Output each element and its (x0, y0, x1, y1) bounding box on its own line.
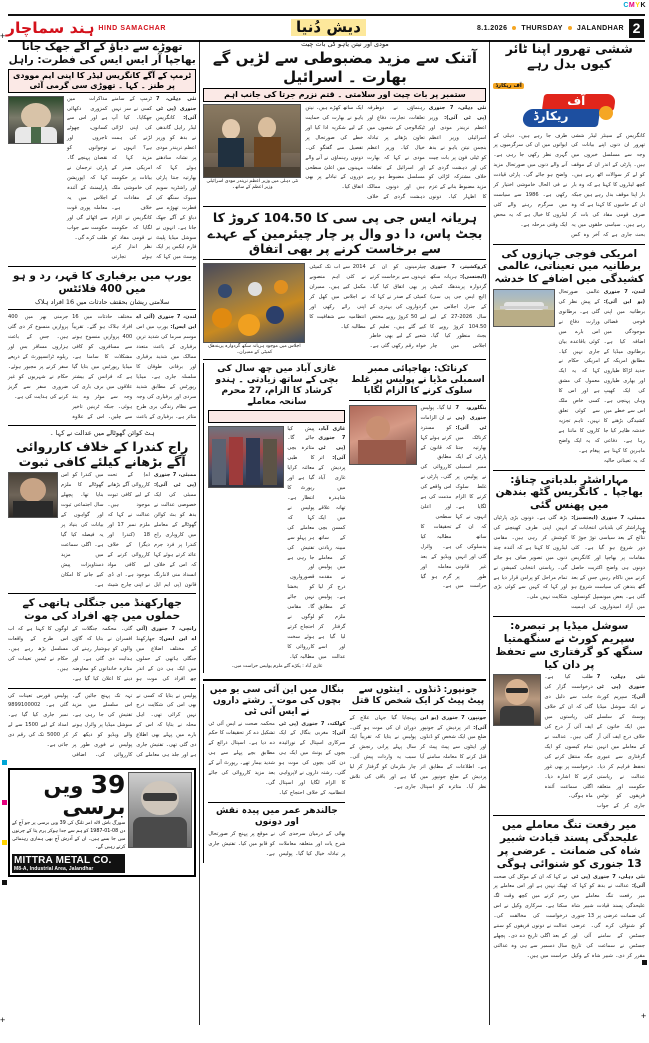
article-jaunpur-murder[interactable] (349, 684, 486, 863)
violence-photo (349, 405, 417, 465)
article-body: نئی دہلی، 7 جنوری (پی ٹی آئی): عدالت نے بدھ کو کہا کہ میر رفعت تنگ معاملے میں علیحدگی پسند قیادت شبیر شاہ کی ضمانت عرضی پر 13 جنوری کو شنوائی کرے گی۔ عرضی جسٹس کے سامنے آئی اور جسٹس نے سماعت کی تاریخ مقرر کر دی۔ شبیر شاہ کے وکیل نے کہا کہ ان کے موکل کی صحت ٹھیک نہیں ہے اور اس معاملے پر رحم کرنے میں کچھ وقت لگ سکتا ہے۔ سرکاری وکیل نے اس درخواست کی مخالفت کی۔ عدالت نے دونوں فریقوں کو سننے کے بعد اگلی تاریخ دے دی۔ پچھلے سال دسمبر سے ہی وہ عدالتی حراست میں ہیں۔ (493, 873, 646, 959)
article-headline: ششی تھرور اپنا ٹائر کیوں بدل رہے (505, 41, 633, 72)
photo-caption: اجلاس میں موجود ہریانہ سکھ گردوارہ پربندھک کمیٹی کے ممبران۔ (208, 344, 301, 355)
article-headline: سوشل میڈیا پر تبصرہ: سپریم کورٹ نے سنگھمتیا سنگھ کو گرفتاری سے تحفظ پر دان کیا (495, 620, 643, 671)
article-kicker: مودی اور نیتن یاہو کی بات چیت (301, 40, 389, 48)
article-body: جونپور، 7 جنوری (یو این آئی): اتر پردیش کے جونپور ضلع میں ایک شخص کو ڈنڈوں اور اینٹوں سے پیٹ پیٹ کر قتل کرنے کا معاملہ سامنے آیا ہے۔ اطلاعات کے مطابق اتر پردیش کے ضلع جونپور میں نظر آیا۔ متاثرہ کو اسپتال پہنچایا گیا جہاں علاج کے دوران ان کی موت ہو گئی۔ پولیس نے بتایا کہ تقریباً ایک سال پہلے پرانی رنجش کے سبب یہ واردات پیش آئی۔ چار ملزمان کو گرفتار کر لیا گیا ہے اور باقی کی تلاش جاری ہے۔ (349, 714, 487, 791)
crop-mark-top-left: + (0, 31, 6, 41)
article-headline: یورپ میں برفباری کا قہر، رد و ہو میں 400 فلائٹس (12, 270, 192, 296)
article-headline: جھارکھنڈ میں جنگلی ہاتھی کے حملوں میں چھ افراد کی موت (22, 597, 182, 623)
raj-kundra-photo (8, 472, 58, 518)
ad-anniversary-word: ویں برسی (43, 774, 126, 820)
article-raj-kundra-court[interactable] (8, 429, 196, 594)
article-row-two-up-2 (203, 684, 486, 866)
article-body: ممبئی، 7 جنوری (ایجنسیز): مہاراشٹر کی بلدیاتی انتخابات کے نتائج کے بعد سیاسی توڑ جوڑ کا دور شروع ہو گیا ہے۔ کئی مقامات پر بھاجپا اور کانگریس دونوں ہی واضح اکثریت حاصل کرنے میں ناکام رہیں جس کے بعد گٹھ بندھن کی سیاست شروع ہو گئی ہے۔ بعض میونسپل کونسلوں میں آزاد امیدواروں کی اہمیت بڑھ گئی ہے۔ دونوں بڑی پارٹیاں انہیں اپنی طرف کھینچنے کی کوشش کر رہی ہیں۔ مقامی لیڈروں کا کہنا ہے کہ آئندہ چند دنوں میں تصویر صاف ہو جائے گی۔ ریاستی انتخابی کمیشن نے تمام مراحل کو پرامن قرار دیا ہے اور کہا کہ کہیں سے کوئی بڑی شکایت نہیں ملی۔ (493, 515, 645, 611)
separator-dot-icon (512, 26, 516, 30)
article-body: نئی دہلی، 7 جنوری (پی ٹی آئی): سپریم کورٹ نے ایک سوشل میڈیا پوسٹ کے سلسلے میں ایک خاتون کے خلاف درج ایف آئی آر کے معاملے میں انہیں گرفتاری سے عبوری تحفظ فراہم کر دیا۔ عدالت نے ریاستی حکومت اور متعلقہ فریقوں کو نوٹس جاری کر کے جواب طلب کیا ہے۔ درخواست گزار کی جانب سے دلیل دی گئی کہ ان کے خلاف کئی ریاستوں میں ایف آئی آر درج کی گئی ہیں۔ عدالت نے تمام کیسوں کو ایک جگہ منتقل کرنے کی درخواست پر بھی غور کرنے کا اشارہ دیا۔ اگلی سماعت آئندہ ماہ ہوگی۔ (544, 674, 646, 810)
article-subhead: سلامتی ریشان بحقتف حادثات میں 16 افراد ہلاک (35, 297, 170, 306)
modi-netanyahu-photo (203, 104, 301, 178)
logo-urdu-text: ہند سماچار (5, 19, 95, 37)
article-body: لندن، 7 جنوری (یو این آئی): برطانیہ میں اپنی فوجی فضائی موجودگی میں اضافہ کیا ہے۔ برطانوی میڈیا کے مطابق امریکہ کے جدید لڑاکا طیاروں اور بھاری طیاروں کی ایک کھیپ وہاں پہنچی ہے۔ اس سے خطے میں کشیدگی بڑھنے کا خدشہ ظاہر کیا جا رہا ہے۔ دفاعی ماہرین کا کہنا ہے کہ یہ تعیناتی حالیہ عالمی صورتحال کے پیش نظر کی گئی ہے۔ برطانوی وزارت دفاع نے اس بارے میں کوئی باقاعدہ بیان جاری نہیں کیا۔ امریکی حکام نے کہا کہ یہ ایک معمول کی مشق ہے اور اس کا کسی خاص ملک سے کوئی تعلق نہیں۔ تاہم تجزیہ کاروں کا ماننا ہے کہ یہ ایک واضح پیغام ہے۔ (558, 289, 645, 464)
off-record-logo-line2: ریکارڈ (533, 108, 569, 123)
military-jet-photo (493, 289, 555, 327)
article-headline: میر رفعت تنگ معاملے میں علیحدگی پسند قیادت شبیر شاہ کی ضمانت ۔ عرضی پر 13 جنوری کو شنوائی ہوگی (496, 819, 642, 870)
page-number: 2 (629, 19, 644, 38)
article-us-jets-britain[interactable] (493, 248, 645, 471)
ad-company-name: MITTRA METAL CO. (14, 854, 112, 866)
logo-english-text: HIND SAMACHAR (98, 24, 167, 32)
article-ghaziabad-chaudhary-case[interactable] (203, 363, 345, 673)
article-mir-rafat-nang-bail[interactable] (493, 819, 645, 964)
column-left (8, 40, 196, 1025)
article-headline: تھوڑے سے دباؤ کے آگے جھک جانا بھاجپا آر ایس ایس کی فطرت: راہل (8, 41, 196, 66)
page-columns (8, 40, 645, 1025)
article-headline: کرناٹک: بھاجپائی ممبر اسمبلی مڈیا نے پولیس پر غلط سلوک کرنے کا الزام لگایا (351, 363, 485, 396)
article-headline: امریکی فوجی جہازوں کی برطانیہ میں تعیناتی، عالمی کشیدگی میں اضافے کا خدشہ (494, 247, 645, 286)
article-subhead: ٹرمپ کے آگے کانگریس لیڈر کا اپنی ایم موودی پر طنز ۔ کہا ۔ تھوڑی سی گرمی آئی (8, 69, 196, 93)
ad-anniversary-number: 39 (90, 770, 126, 800)
color-bar-magenta (2, 800, 7, 805)
article-jharkhand-elephant[interactable] (8, 597, 196, 688)
ad-anniversary-line (12, 772, 125, 818)
color-bar-yellow (2, 840, 7, 845)
article-modi-netanyahu-terror[interactable] (203, 40, 486, 207)
color-bar-cyan (2, 760, 7, 765)
crop-mark-bottom-left: + (0, 1015, 6, 1025)
crop-mark-right-top: + (641, 527, 647, 537)
article-body: بنگلورو، 7 جنوری (پی ٹی آئی): کرناٹک میں بھارتیہ جنتا پارٹی کے ایک ممبر اسمبلی نے پولیس پر غلط سلوک کرنے کا الزام لگایا ہے۔ انہوں نے کہا کہ ان کے ساتھ بدسلوکی کی گئی اور انہیں غیر قانونی طور پر حراست میں لیا گیا۔ پولیس نے ان الزامات کو مسترد کرتے ہوئے کہا کہ قانون کے مطابق کارروائی کی گئی۔ پارٹی نے اس واقعے کی مذمت کی ہے اور اعلیٰ سطحی تحقیقات کا مطالبہ کیا ہے۔ وائرل ویڈیو کے بعد معاملہ اور گرم ہو گیا ہے۔ (420, 404, 487, 590)
article-shashi-tharoor-offrecord[interactable] (493, 41, 645, 245)
ad-body-text: سورگ باش لالہ امر تلنگ کی 39 ویں برسی پر جو آج کے دن 08-01-1987 کو ہم سے جدا ہوکر پرم پتا کے چرنوں میں جا بسے ہیں۔ ان کے آدرش آج بھی ہماری رہنمائی کرتے رہیں گے۔ (12, 821, 126, 850)
article-headline: بنگال میں این آئی سی یو میں بچوں کی موت ۔ رشتے داروں نے ایس آئی ٹی (209, 684, 344, 717)
article-body: لندن، 7 جنوری (آئی اے این ایس): یورپ میں اس موسم سرما کی شدید ترین برفباری کے باعث متعدد ممالک میں شدید برفباری اور برفانی طوفان کا سلسلہ جاری ہے۔ میڈیا رپورٹس کے مطابق شدید سردی اور برفباری کی وجہ سے نظام زندگی بری طرح متاثر ہے۔ برفباری کے باعث مختلف حادثات میں 16 افراد ہلاک ہو گئے۔ تقریباً 400 پروازیں منسوخ ہونے سے مسافروں کو کافی مشکلات کا سامنا ہے۔ میڈیا رپورٹس میں بتایا گیا ہے کہ فرانس کے بیشتر علاقوں میں برف باری کی وجہ سے موٹر وے بند ہوئی۔ جبکہ ٹرینیں تاخیر سے چلیں۔ اس کے علاوہ جرمنی بھر میں 400 پروازیں منسوخ کر دی گئی ہیں۔ جس کے باعث ہزاروں مسافر بس اور ریلوے ٹرانسپورٹ کے ذریعے سفر کرنے پر مجبور ہوئے۔ حکام نے شہریوں کو غیر ضروری سفر سے گریز کرنے کی ہدایت کی ہے۔ (8, 314, 197, 420)
article-maharashtra-body-elections[interactable] (493, 474, 645, 618)
article-body: کانگریس کے سینئر لیڈر ششی تھرور ان دنوں اپنے بیانات کی وجہ سے مسلسل خبروں میں ہیں۔ پارٹی کے اندر ان کے موقف کو لے کر سوالات اٹھ رہے ہیں۔ کچھ لیڈروں کا کہنا ہے کہ وہ بار بار اپنا موقف بدل رہے ہیں جبکہ ان کے حامیوں کا کہنا ہے کہ وہ صرف قومی مفاد کی بات کر رہے ہیں۔ سیاسی حلقوں میں یہ بحث جاری ہے کہ آخر وہ کس طرف جا رہے ہیں۔ دہلی کے ایوانوں میں ان کی سرگرمیوں پر گہری نظر رکھی جا رہی ہے۔ آنے والے دنوں میں صورتحال مزید واضح ہو جائے گی۔ پارٹی قیادت نے فی الحال خاموشی اختیار کر رکھی ہے۔ 1986 سے سیاست میں سرگرم رہنے والے کئی لیڈروں کا خیال ہے کہ یہ محض ایک وقتی مرحلہ ہے۔ (493, 132, 645, 238)
ad-text-block (12, 772, 125, 873)
sikh-meeting-photo (203, 263, 305, 343)
crop-mark-right-bottom: + (641, 1011, 647, 1021)
off-record-logo (521, 94, 617, 130)
color-bar-black (2, 880, 7, 885)
article-body: پولیس نے بتایا کہ کسی نے بھی اس کی شکایت درج نہیں کرائی تھی۔ اہل محلہ نے بتایا کہ اس کے بارے میں پہلے بھی اطلاع دی گئی تھی۔ تفتیش جاری ہے اور جلد ہی معاملے کی تہہ تک پہنچ جائیں گے۔ اس سلسلے میں مزید تفتیش کی جا رہی ہے۔ سوشل میڈیا پر وائرل ہونے والے ویڈیو کو دیکھ کر پولیس نے فوری طور پر کارروائی کی۔ اضافی پولیس فورس تعینات کی گئی ہے۔ 9899100002 نمبر جاری کیا گیا ہے۔ امداد کے لیے 1500 سے لے کر 5000 تک کی رقم دی جاتی ہے۔ (8, 692, 197, 759)
off-record-circle-icon (599, 106, 613, 120)
issue-city: JALANDHAR (576, 24, 624, 32)
column-divider (489, 40, 490, 1025)
section-title: دیش دُنیا (291, 19, 366, 36)
masthead-meta (477, 16, 645, 40)
issue-date: 8.1.2026 (476, 24, 508, 32)
article-bengal-nicu-death[interactable] (203, 684, 345, 863)
column-right (493, 40, 645, 1025)
off-record-badge: آف ریکارڈ (495, 82, 522, 89)
advertisement-mittra-metal[interactable] (8, 768, 196, 877)
ad-portrait-photo (128, 772, 192, 848)
column-middle (203, 40, 486, 1025)
article-headline: آتنک سے مزید مضبوطی سے لڑیں گے بھارت ۔ اسرائیل (212, 49, 477, 86)
off-record-logo-line1: آف (567, 93, 586, 108)
article-subhead (208, 410, 345, 423)
article-supreme-court-social-media[interactable] (493, 620, 645, 816)
article-classified-bottom-left[interactable] (8, 692, 196, 764)
article-europe-snow-flights[interactable] (8, 270, 196, 426)
article-body: ممبئی، 7 جنوری (پی ٹی آئی): ممبئی کی ایک خصوصی عدالت نے بدھ کو بٹ کوائن گھوٹالے کے معاملے میں کاروباری راج کندرا پر فرد جرم عائد کرتے ہوئے کہا کہ اس کے خلاف انسداد منی لانڈرنگ قانون (پی ایم ایل اے) کے تحت کارروائی آگے بڑھانے کے لیے کافی ثبوت موجود ہیں۔ عدالت نے کہا کہ ملزم نمبر 17 اور 18 (کندرا اور دیگر) کے خلاف کارروائی کرنے کے لیے کافی مواد موجود ہے۔ ای ڈی نے اپنی چارج شیٹ میں کندرا کو اس گھوٹالے کا ملزم بنایا تھا۔ پچھلے سال اجتماعی ثبوت اور گواہوں کے بیانات کی بنیاد پر یہ فیصلہ کیا گیا ہے۔ اگلی سماعت میں مزید دستاویزات پیش کیے جانے کا امکان ہے۔ (61, 472, 197, 588)
article-body: نئی دہلی، 7 جنوری (پی ٹی آئی): کانگریس لیڈر راہل گاندھی نے بدھ کو وزیر اعظم نریندر مودی پر نشانہ سادھتے ہوئے کہا کہ بھارتیہ جنتا پارٹی اور راشٹریہ سویم سیوک سنگھ کی فطرت تھوڑے سے دباؤ کے آگے جھک جانا ہے۔ انہوں نے سوشل میڈیا پلیٹ فارم ایکس پر ایک پوسٹ میں کہا کہ ٹرمپ کے سامنے کسی نے سر نہیں جھکایا۔ کیا آپ کی اپنی لڑائی لڑنے کی ہمت ہے؟ انہوں نے مزید کہا کہ امریکی صدر کے بیانات پر حکومت کی خاموشی ملک کے مفادات کے خلاف ہے۔ کانگریس نے الزام لگایا کہ حکومت نے قومی مفاد کو نظر انداز کرتے ہوئے تجارتی مذاکرات میں کمزوری دکھائی ہے اور اس سے کسانوں، چھوٹے تاجروں اور نوجوانوں کو نقصان پہنچے گا۔ پارٹی ترجمان نے کہا کہ اپوزیشن پارلیمنٹ کے آئندہ اجلاس میں یہ معاملہ پوری قوت سے اٹھائے گی اور حکومت سے جواب طلب کرے گی۔ (67, 95, 197, 261)
article-row-two-up (203, 363, 486, 676)
ad-company-block (12, 854, 125, 873)
article-headline: جالندھر عمر میں پیدہ نقش اور دونوں (216, 805, 338, 827)
article-body: بھائی کے درمیان سرحدی کی شرح یات اور متعلقہ معاملات پر تبادلہ خیال کیا گیا۔ پولیس نے موقع پر پہنچ کر صورتحال کو قابو میں کیا۔ تفتیش جاری ہے۔ (208, 830, 346, 857)
rahul-gandhi-photo (8, 96, 64, 144)
column-divider (199, 40, 200, 1025)
separator-dot-icon (568, 26, 572, 30)
article-headline: مہاراشٹر بلدیاتی چناؤ: بھاجپا ۔ کانگریس گٹھ بندھن میں پھنس گئی (495, 473, 643, 512)
section-title-container (180, 19, 477, 37)
arrested-men-photo (208, 426, 284, 488)
article-body: غازی آباد، 7 جنوری (پی ٹی آئی): اتر پردیش کے غازی آباد میں شاہدرہ تھانہ علاقے میں ایک کمسن بچی کے ساتھ مبینہ زیادتی کے معاملے میں پولیس نے مقدمہ درج کر لیا ہے۔ پولیس کے مطابق ملزم کو گرفتار کر لیا گیا ہے اور اسے عدالت میں پیش کیا جائے گا۔ متاثرہ بچی کا طبی معائنہ کرایا گیا ہے اور رپورٹ کا انتظار ہے۔ پولیس نے کہا کہ معاملے کی ہر پہلو سے تفتیش کی جا رہی ہے اور قصورواروں کو بخشا نہیں جائے گا۔ مقامی لوگوں نے احتجاج کرتے ہوئے سخت کارروائی کا مطالبہ کیا۔ (287, 425, 346, 660)
article-headline: راج کندرا کے خلاف کارروائی آگے بڑھانے کیلئے کافی ثبوت (16, 438, 189, 470)
article-headline: غازی آباد میں چھ سال کی بچی کے ساتھ زیادتی ۔ ہندو کرشاد کا الزام، 27 محرم سانحہ معاملے (215, 363, 339, 407)
issue-day: THURSDAY (521, 24, 563, 32)
cmyk-registration-marks: CMYK (623, 2, 646, 9)
article-body: کروکشیتر، 7 جنوری (ایجنسی): ہریانہ سکھ گردوارہ پربندھک کمیٹی (ایچ ایس جی پی سی) کے جنرل اجلاس میں سال 2026-27 کے لیے 104.50 کروڑ روپے کا بجٹ منظور کیا گیا۔ اجلاس میں چار چیئرمینوں کو ان کے عہدوں سے برخاست کرنے پر بھی اتفاق کیا گیا۔ کمیٹی کے صدر نے کہا کہ گردواروں کی بہتری کے لیے 50 کروڑ روپے مختص کیے گئے ہیں۔ تعلیم کے شعبے کے لیے بھی خاطر خواہ رقم رکھی گئی ہے۔ 2014 سے اب تک کمیٹی نے کئی اہم منصوبے مکمل کیے ہیں۔ ممبران نے اجلاس میں کھل کر اپنی رائے رکھی اور انتظامیہ سے شفافیت کا مطالبہ کیا۔ (309, 264, 487, 350)
article-body: رانچی، 7 جنوری (آئی اے این ایس): جھارکھنڈ کے مختلف اضلاع میں جنگلی ہاتھی کے حملوں میں ایک ہی دن کے اندر چھ افراد کی موت ہو گئی۔ محکمہ جنگلات کے افسران نے بتایا کہ گاؤں والوں کو ہوشیار رہنے کی ہدایت دی گئی ہے۔ اور متاثرہ خاندانوں کو معاوضہ دینے کا اعلان کیا گیا ہے۔ لوگوں کا کہنا ہے کہ اب اس طرح کے واقعات مسلسل بڑھ رہے ہیں۔ حکام نے ٹیمیں تعینات کی ہیں۔ (8, 626, 197, 682)
photo-caption: نئی دہلی میں وزیر اعظم نریندر مودی اسرائیلی وزیر اعظم کے ساتھ۔ (206, 179, 299, 190)
article-body: کولکتہ، 7 جنوری (پی ٹی آئی): مغربی بنگال کے ایک سرکاری اسپتال کے نوزائیدہ بچوں کے یونٹ میں ایک ہی دن کئی بچوں کی موت ہو گئی۔ رشتہ داروں نے لاپرواہی کا الزام لگایا اور اسپتال انتظامیہ کے خلاف احتجاج کیا۔ محکمہ صحت نے ایس آئی ٹی تشکیل دے کر تحقیقات کا حکم دے دیا ہے۔ اسپتال ذرائع کے مطابق بچے پہلے سے ہی شدید بیمار تھے۔ رپورٹ آنے کے بعد مزید کارروائی کی جائے گی۔ (208, 720, 346, 797)
masthead-logo[interactable] (5, 16, 180, 40)
article-kicker: ہٹ کوائن گھوٹالے میں عدالت نے کہا ۔ (49, 429, 155, 438)
article-karnataka-media-police[interactable] (349, 363, 486, 673)
masthead (5, 14, 645, 42)
article-rahul-gandhi-rss[interactable] (8, 41, 196, 267)
article-subhead: ستمبر پر بات چیت اور سلامتی ۔ قتم نزرم جرتا کی جانب اہم (203, 88, 486, 102)
article-headline: ہریانہ ایس جی پی سی کا 104.50 کروڑ کا بجٹ پاس، دا دو وال پر چار چیئرمین کے عہدے سے برخاست کرنے پر بھی اتفاق (207, 210, 483, 256)
article-body: نئی دہلی، 7 جنوری (پی ٹی آئی): وزیر اعظم نریندر مودی اور اسرائیلی وزیر اعظم بنجمن نیتن یاہو نے بدھ کو ٹیلی فون پر بات چیت کی اور دہشت گردی کے خلاف مشترکہ لڑائی کو مزید مضبوط بنانے کے عزم کا اظہار کیا۔ دونوں رہنماؤں نے دوطرفہ تعلقات، تجارت، دفاع اور ٹیکنالوجی کے شعبوں میں تعاون بڑھانے پر تبادلہ خیال کیا۔ وزیر اعظم مودی نے کہا کہ بھارت اور اسرائیل کے تعلقات مسلسل مضبوط ہو رہے ہیں اور دونوں ممالک دہشت گردی کے خلاف ایک ساتھ کھڑے ہیں۔ نیتن یاہو نے بھارت کی حمایت کے لیے شکریہ ادا کیا اور خطے کی صورتحال پر تفصیل سے گفتگو کی۔ دونوں رہنماؤں نے آنے والے مہینوں میں اعلیٰ سطحی دوروں کے تبادلے پر بھی اتفاق کیا۔ (305, 105, 487, 201)
article-headline: جونپور: ڈنڈوں ۔ اینٹوں سے پیٹ پیٹ کر ایک شخص کا قتل (351, 684, 485, 706)
photo-caption: غازی آباد : پکڑے گئے ملزم پولیس حراست میں۔ (231, 663, 323, 669)
young-woman-photo (493, 674, 541, 726)
article-haryana-sgpc-budget[interactable] (203, 210, 486, 360)
ad-company-address: M8-A, Industrial Area, Jalandhar (14, 865, 94, 872)
